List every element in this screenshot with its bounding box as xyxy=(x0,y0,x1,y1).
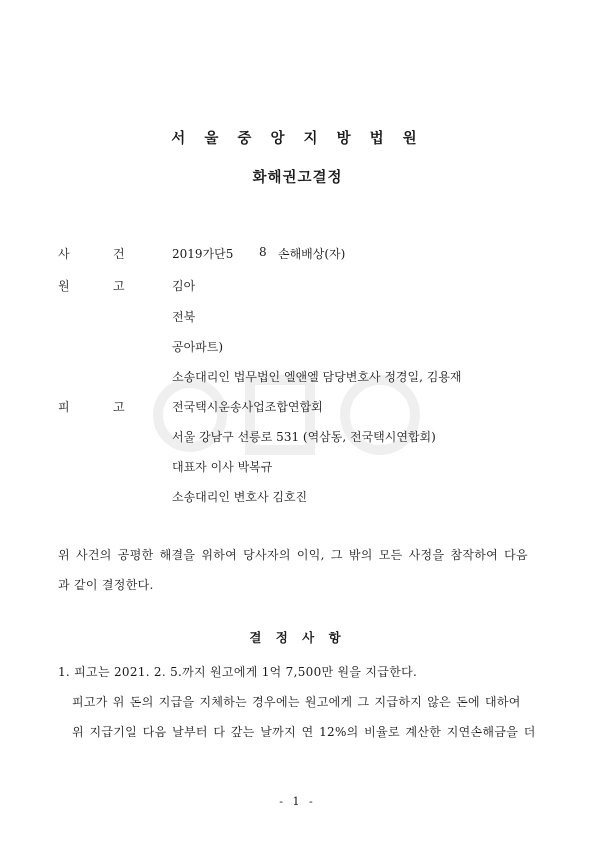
defendant-name: 전국택시운송사업조합연합회 xyxy=(172,400,323,414)
document-title: 화해권고결정 xyxy=(252,170,343,186)
plaintiff-name: 김아 xyxy=(172,279,196,293)
decision-heading: 결 정 사 항 xyxy=(249,630,346,645)
defendant-representative: 대표자 이사 박복규 xyxy=(172,460,273,474)
plaintiff-attorney: 소송대리인 법무법인 엘앤엘 담당변호사 정경일, 김용재 xyxy=(172,370,462,384)
decision-item-1-continued-1: 피고가 위 돈의 지급을 지체하는 경우에는 원고에게 그 지급하지 않은 돈에 대하여 xyxy=(72,695,521,709)
defendant-label-1: 피 xyxy=(58,400,70,414)
case-label-1: 사 xyxy=(58,247,70,261)
decision-item-1-continued-2: 위 지급기일 다음 날부터 다 갚는 날까지 연 12%의 비율로 계산한 지연손해금을 더 xyxy=(72,725,536,739)
defendant-label-2: 고 xyxy=(113,400,125,414)
plaintiff-address-2: 공아파트) xyxy=(172,340,224,354)
plaintiff-label-2: 고 xyxy=(113,279,125,293)
case-type: 손해배상(자) xyxy=(278,247,346,261)
plaintiff-address-1: 전북 xyxy=(172,310,196,324)
page-number: - 1 - xyxy=(279,795,316,808)
defendant-attorney: 소송대리인 변호사 김호진 xyxy=(172,490,308,504)
case-number: 2019가단5 xyxy=(172,247,234,261)
intro-line-1: 위 사건의 공평한 해결을 위하여 당사자의 이익, 그 밖의 모든 사정을 참작하여 다음 xyxy=(58,548,528,562)
case-label-2: 건 xyxy=(113,247,125,261)
case-number-suffix: 8 xyxy=(259,245,267,259)
court-name: 서 울 중 앙 지 방 법 원 xyxy=(171,131,424,147)
decision-item-1: 1. 피고는 2021. 2. 5.까지 원고에게 1억 7,500만 원을 지급한다. xyxy=(58,665,418,679)
plaintiff-label-1: 원 xyxy=(58,279,70,293)
defendant-address: 서울 강남구 선릉로 531 (역삼동, 전국택시연합회) xyxy=(172,430,436,444)
intro-line-2: 과 같이 결정한다. xyxy=(58,578,154,592)
